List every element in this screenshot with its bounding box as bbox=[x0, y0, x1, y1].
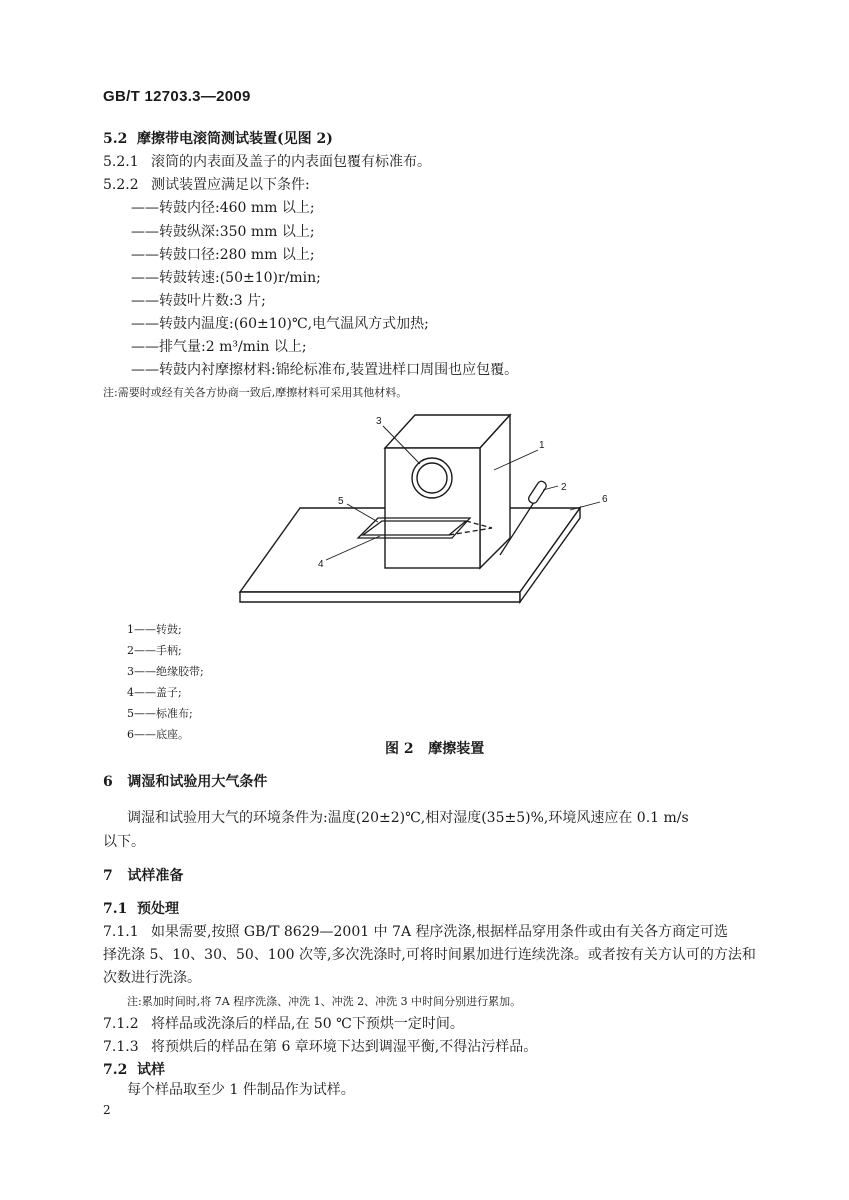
clause-5-2-2 bbox=[103, 175, 310, 195]
legend-item: 2——手柄; bbox=[127, 644, 182, 657]
callout-label: 2 bbox=[561, 482, 567, 493]
section-title: 摩擦带电滚筒测试装置(见图 2) bbox=[137, 131, 333, 147]
clause-number: 7.1.3 bbox=[103, 1039, 139, 1055]
clause-text: 将预烘后的样品在第 6 章环境下达到调湿平衡,不得沾污样品。 bbox=[151, 1039, 538, 1055]
condition-item: ——转鼓内温度:(60±10)℃,电气温风方式加热; bbox=[131, 316, 429, 332]
figure-caption: 图 2 摩擦装置 bbox=[385, 741, 485, 757]
callout-label: 1 bbox=[539, 440, 545, 451]
legend-item: 4——盖子; bbox=[127, 686, 182, 699]
legend-item: 6——底座。 bbox=[127, 728, 189, 741]
clause-5-2-1 bbox=[103, 152, 431, 172]
condition-item: ——转鼓叶片数:3 片; bbox=[131, 293, 266, 309]
section-number: 7.1 bbox=[103, 901, 128, 917]
clause-text: 将样品或洗涤后的样品,在 50 ℃下预烘一定时间。 bbox=[151, 1016, 464, 1032]
section-6-heading: 6 调湿和试验用大气条件 bbox=[103, 774, 268, 790]
condition-item: ——转鼓内衬摩擦材料:锦纶标准布,装置进样口周围也应包覆。 bbox=[131, 362, 519, 378]
section-number: 7.2 bbox=[103, 1062, 128, 1078]
clause-7-1-2 bbox=[103, 1014, 464, 1034]
note: 注:需要时或经有关各方协商一致后,摩擦材料可采用其他材料。 bbox=[103, 386, 408, 399]
clause-number: 5.2.2 bbox=[103, 177, 139, 193]
section-5-2-heading bbox=[103, 129, 333, 149]
paragraph-line: 择洗涤 5、10、30、50、100 次等,多次洗涤时,可将时间累加进行连续洗涤。或者按有关方认可的方法和 bbox=[103, 947, 756, 963]
section-7-heading: 7 试样准备 bbox=[103, 868, 184, 884]
paragraph-line: 次数进行洗涤。 bbox=[103, 970, 201, 986]
base-plate-front-edge bbox=[240, 592, 520, 602]
section-title: 预处理 bbox=[137, 901, 179, 917]
clause-number: 7.1.2 bbox=[103, 1016, 139, 1032]
clause-number: 7.1.1 bbox=[103, 924, 139, 940]
section-7-1-heading bbox=[103, 899, 179, 919]
note: 注:累加时间时,将 7A 程序洗涤、冲洗 1、冲洗 2、冲洗 3 中时间分别进行累加。 bbox=[127, 995, 522, 1008]
callout-label: 4 bbox=[318, 559, 324, 570]
condition-item: ——排气量:2 m³/min 以上; bbox=[131, 339, 307, 355]
clause-text: 如果需要,按照 GB/T 8629—2001 中 7A 程序洗涤,根据样品穿用条件或由有关各方商定可选 bbox=[151, 924, 728, 940]
condition-item: ——转鼓内径:460 mm 以上; bbox=[131, 200, 315, 216]
paragraph-line: 调湿和试验用大气的环境条件为:温度(20±2)℃,相对湿度(35±5)%,环境风速应在 0.1 m/s bbox=[127, 810, 689, 826]
condition-item: ——转鼓转速:(50±10)r/min; bbox=[131, 270, 321, 286]
condition-item: ——转鼓口径:280 mm 以上; bbox=[131, 247, 315, 263]
friction-device-figure bbox=[230, 410, 610, 605]
legend-item: 3——绝缘胶带; bbox=[127, 665, 204, 678]
handle-grip bbox=[527, 480, 548, 505]
clause-7-1-1 bbox=[103, 922, 728, 942]
paragraph-line: 以下。 bbox=[103, 834, 145, 850]
page-number: 2 bbox=[103, 1103, 111, 1117]
leader-line-6 bbox=[570, 502, 600, 510]
section-title: 试样 bbox=[137, 1062, 165, 1078]
clause-7-1-3 bbox=[103, 1037, 537, 1057]
drum-opening bbox=[417, 463, 447, 493]
section-number: 5.2 bbox=[103, 131, 128, 147]
paragraph-line: 每个样品取至少 1 件制品作为试样。 bbox=[127, 1082, 355, 1098]
legend-item: 5——标准布; bbox=[127, 707, 193, 720]
legend-item: 1——转鼓; bbox=[127, 623, 182, 636]
callout-label: 6 bbox=[602, 494, 608, 505]
clause-number: 5.2.1 bbox=[103, 154, 139, 170]
clause-text: 滚筒的内表面及盖子的内表面包覆有标准布。 bbox=[151, 154, 431, 170]
condition-item: ——转鼓纵深:350 mm 以上; bbox=[131, 224, 315, 240]
callout-label: 3 bbox=[376, 416, 382, 427]
section-7-2-heading bbox=[103, 1060, 165, 1080]
clause-text: 测试装置应满足以下条件: bbox=[151, 177, 310, 193]
standard-header: GB/T 12703.3—2009 bbox=[103, 88, 251, 105]
callout-label: 5 bbox=[338, 496, 344, 507]
